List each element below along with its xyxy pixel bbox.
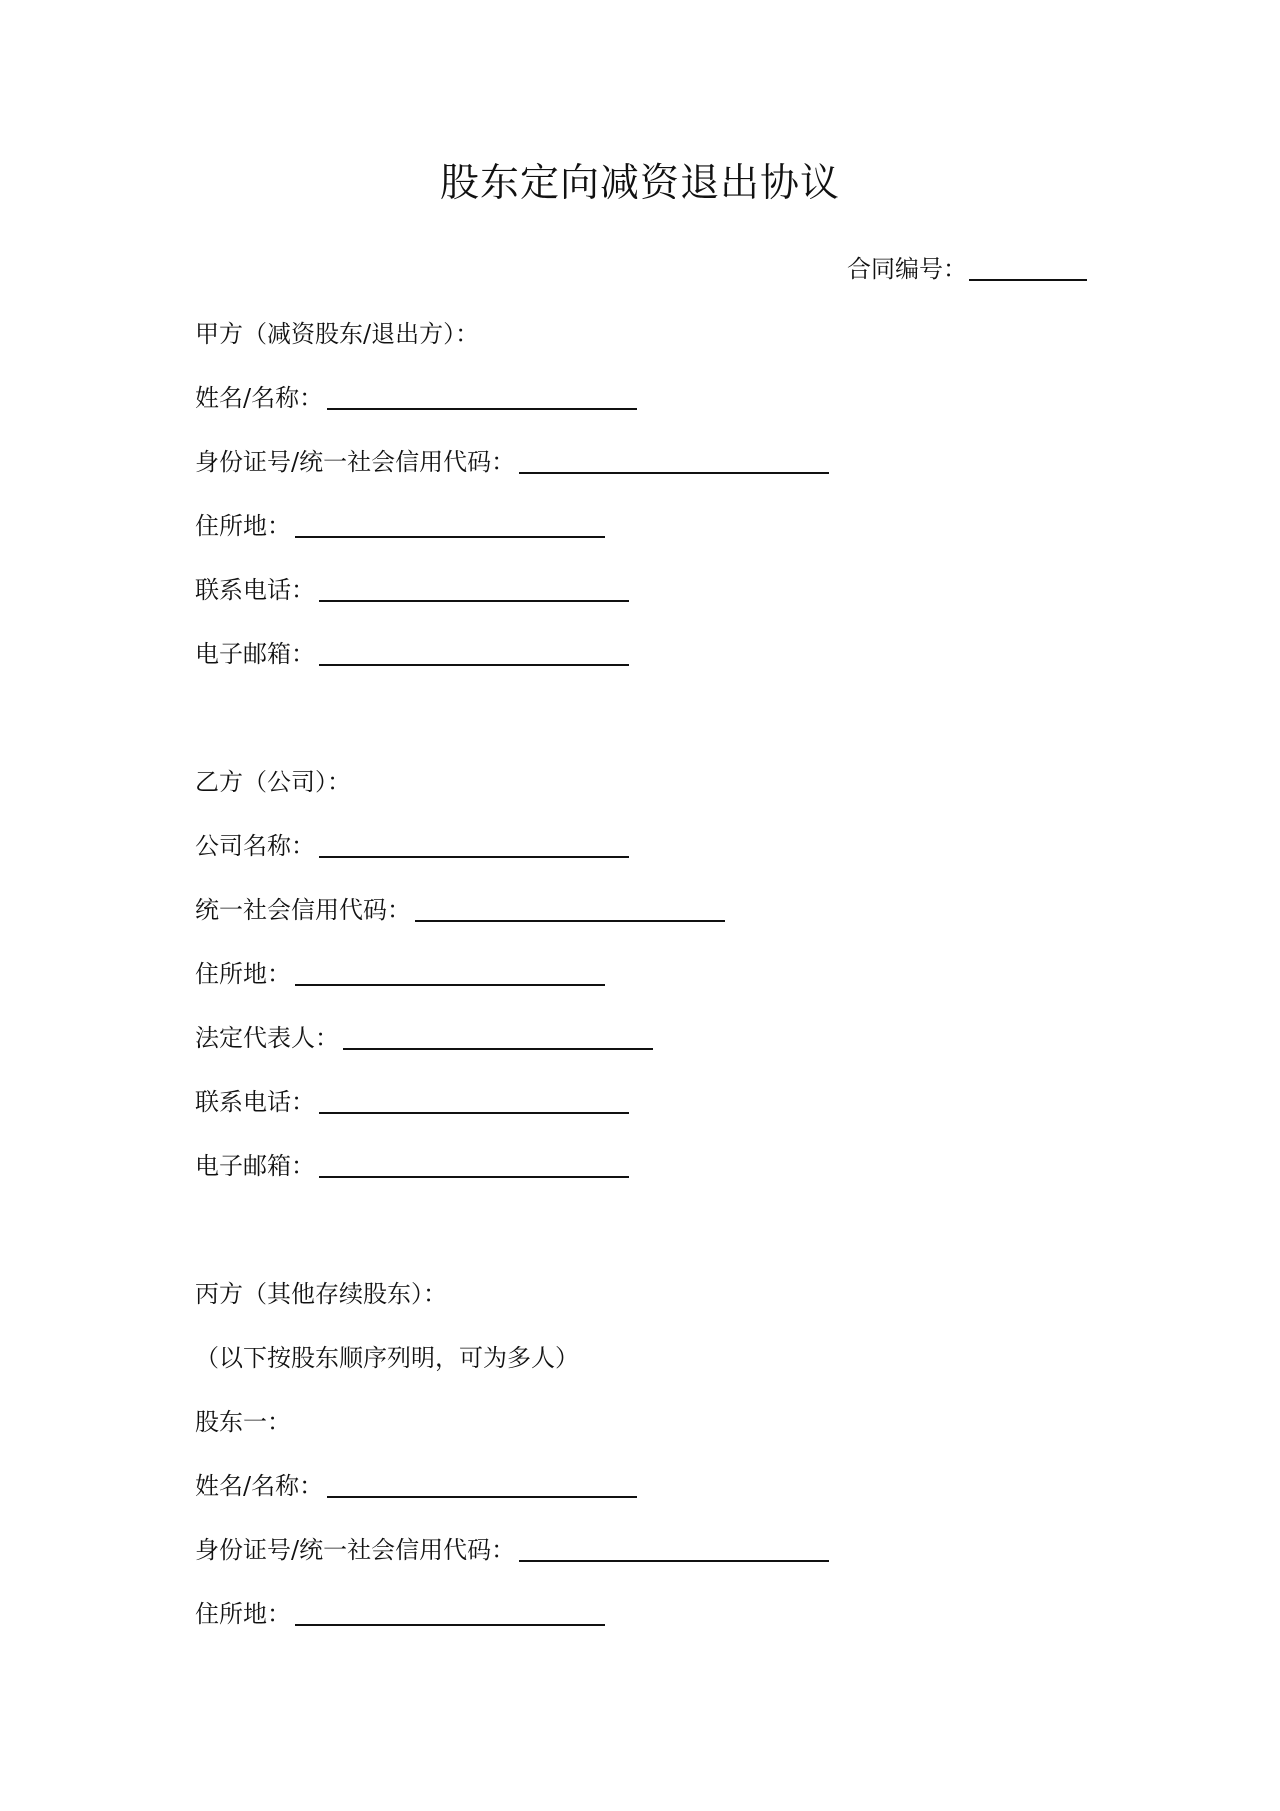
party-b-address-row (195, 962, 605, 986)
party-b-email-row (195, 1154, 629, 1178)
party-a-address-label: 住所地： (195, 512, 291, 540)
shareholder-one-name-label: 姓名/名称： (195, 1472, 324, 1500)
party-c-note-text: （以下按股东顺序列明，可为多人） (195, 1344, 579, 1372)
shareholder-one-name-blank[interactable] (327, 1474, 637, 1498)
party-b-company-blank[interactable] (319, 834, 629, 858)
party-b-email-blank[interactable] (319, 1154, 629, 1178)
party-a-address-blank[interactable] (295, 514, 605, 538)
party-a-address-row (195, 514, 605, 538)
party-b-phone-blank[interactable] (319, 1090, 629, 1114)
contract-number-row (847, 257, 1087, 281)
party-b-legal-rep-row (195, 1026, 653, 1050)
party-a-id-row (195, 450, 829, 474)
party-a-email-blank[interactable] (319, 642, 629, 666)
party-a-email-row (195, 642, 629, 666)
party-b-heading-text: 乙方（公司）： (195, 768, 351, 796)
party-a-name-blank[interactable] (327, 386, 637, 410)
party-a-id-label: 身份证号/统一社会信用代码： (195, 448, 516, 476)
shareholder-one-address-row (195, 1602, 605, 1626)
party-a-id-blank[interactable] (519, 450, 829, 474)
party-a-phone-blank[interactable] (319, 578, 629, 602)
contract-number-label: 合同编号： (847, 255, 967, 283)
party-b-email-label: 电子邮箱： (195, 1152, 315, 1180)
shareholder-one-id-blank[interactable] (519, 1538, 829, 1562)
shareholder-one-label: 股东一： (195, 1408, 291, 1436)
shareholder-one-id-row (195, 1538, 829, 1562)
shareholder-one-id-label: 身份证号/统一社会信用代码： (195, 1536, 516, 1564)
party-b-address-label: 住所地： (195, 960, 291, 988)
party-c-heading (195, 1282, 447, 1306)
party-a-name-label: 姓名/名称： (195, 384, 324, 412)
party-b-credit-code-blank[interactable] (415, 898, 725, 922)
party-c-heading-text: 丙方（其他存续股东）： (195, 1280, 447, 1308)
shareholder-one-name-row (195, 1474, 637, 1498)
shareholder-one-address-label: 住所地： (195, 1600, 291, 1628)
party-b-credit-code-row (195, 898, 725, 922)
party-a-name-row (195, 386, 637, 410)
party-a-phone-row (195, 578, 629, 602)
party-c-note (195, 1346, 579, 1370)
party-b-legal-rep-blank[interactable] (343, 1026, 653, 1050)
party-b-legal-rep-label: 法定代表人： (195, 1024, 339, 1052)
party-a-phone-label: 联系电话： (195, 576, 315, 604)
party-a-heading-text: 甲方（减资股东/退出方）： (195, 320, 480, 348)
party-b-company-row (195, 834, 629, 858)
party-b-address-blank[interactable] (295, 962, 605, 986)
party-a-email-label: 电子邮箱： (195, 640, 315, 668)
shareholder-one-heading (195, 1410, 291, 1434)
party-b-phone-label: 联系电话： (195, 1088, 315, 1116)
contract-number-blank[interactable] (969, 257, 1087, 281)
party-b-heading (195, 770, 351, 794)
party-b-company-label: 公司名称： (195, 832, 315, 860)
party-b-phone-row (195, 1090, 629, 1114)
party-b-credit-code-label: 统一社会信用代码： (195, 896, 411, 924)
document-title: 股东定向减资退出协议 (439, 161, 840, 206)
party-a-heading (195, 322, 479, 346)
shareholder-one-address-blank[interactable] (295, 1602, 605, 1626)
